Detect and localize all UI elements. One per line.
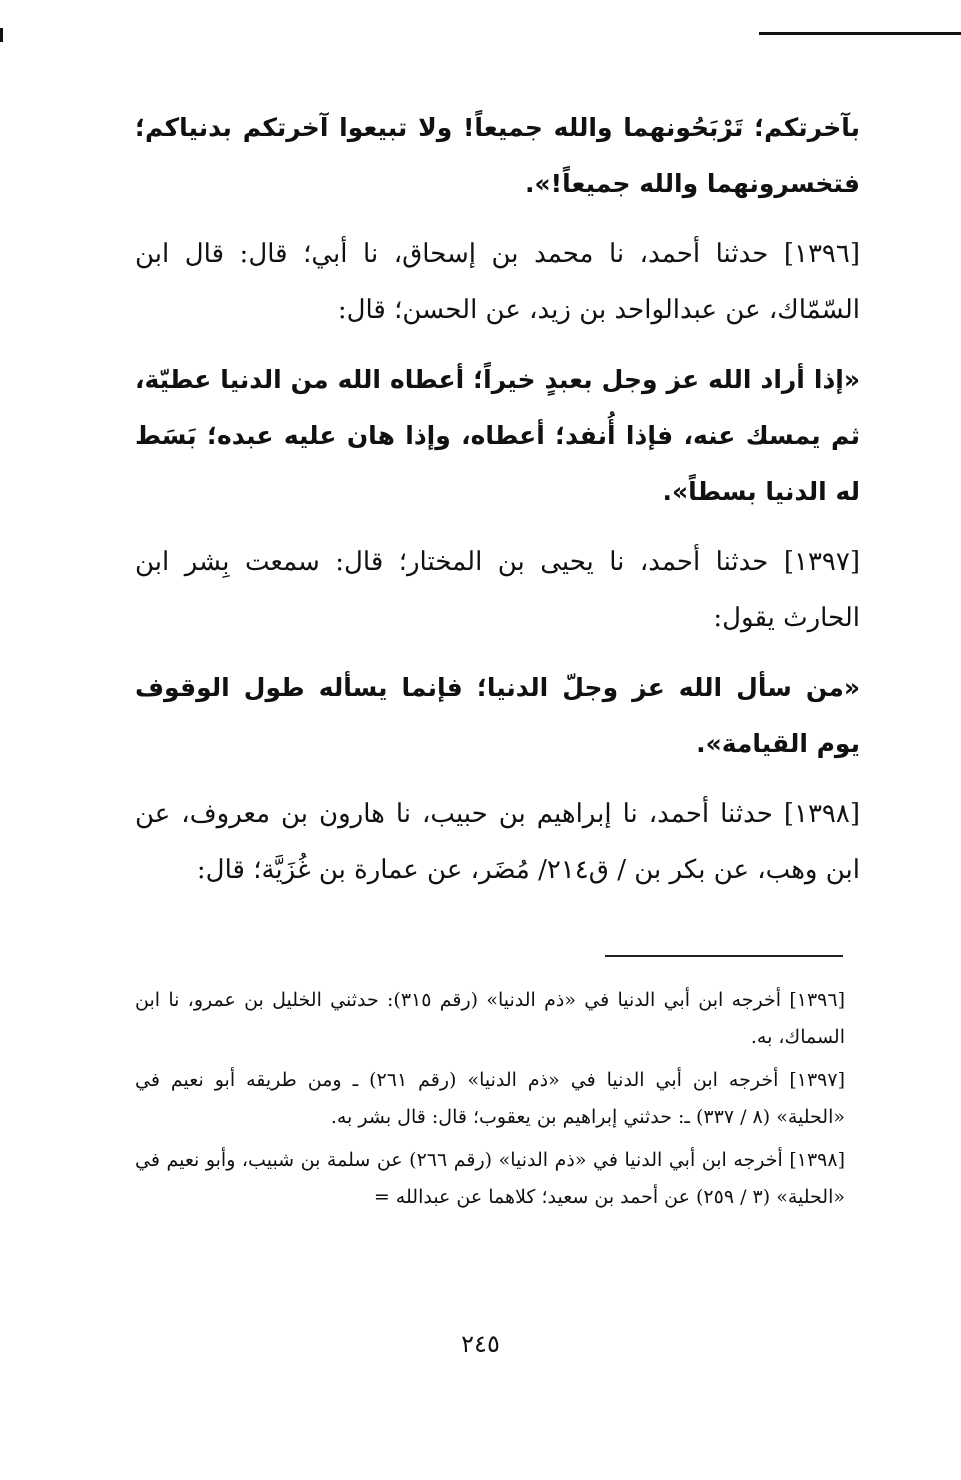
- footnote-separator: [605, 955, 843, 957]
- main-text: [135, 100, 860, 912]
- quote-paragraph: «إذا أراد الله عز وجل بعبدٍ خيراً؛ أعطاه الله من الدنيا عطيّة، ثم يمسك عنه، فإذا أُنفد؛ أعطاه، وإذا هان عليه عبده؛ بَسَط له الدنيا بسطاً».: [135, 365, 860, 506]
- hadith-chain-1398: [١٣٩٨] حدثنا أحمد، نا إبراهيم بن حبيب، نا هارون بن معروف، عن ابن وهب، عن بكر بن / ق٢١٤/ مُضَر، عن عمارة بن غُزَيَّة؛ قال:: [135, 799, 860, 885]
- footnote-1397: [١٣٩٧] أخرجه ابن أبي الدنيا في «ذم الدنيا» (رقم ٢٦١) ـ ومن طريقه أبو نعيم في «الحلية» (٨ / ٣٣٧) ـ: حدثني إبراهيم بن يعقوب؛ قال: قال بشر به.: [135, 1069, 845, 1128]
- corner-mark: [0, 28, 3, 42]
- top-rule: [759, 32, 961, 35]
- footnote-1396: [١٣٩٦] أخرجه ابن أبي الدنيا في «ذم الدنيا» (رقم ٣١٥): حدثني الخليل بن عمرو، نا ابن السماك، به.: [135, 989, 846, 1048]
- hadith-chain-1396: [١٣٩٦] حدثنا أحمد، نا محمد بن إسحاق، نا أبي؛ قال: قال ابن السّمّاك، عن عبدالواحد بن زيد، عن الحسن؛ قال:: [135, 239, 860, 325]
- quote-paragraph: بآخرتكم؛ تَرْبَحُونهما والله جميعاً! ولا تبيعوا آخرتكم بدنياكم؛ فتخسرونهما والله جميعاً!».: [135, 113, 860, 198]
- page-number: ٢٤٥: [461, 1330, 500, 1358]
- quote-paragraph: «من سأل الله عز وجلّ الدنيا؛ فإنما يسأله طول الوقوف يوم القيامة».: [135, 673, 860, 758]
- footnote-1398: [١٣٩٨] أخرجه ابن أبي الدنيا في «ذم الدنيا» (رقم ٢٦٦) عن سلمة بن شبيب، وأبو نعيم في «الحلية» (٣ / ٢٥٩) عن أحمد بن سعيد؛ كلاهما عن عبدالله =: [135, 1149, 845, 1208]
- footnotes: [135, 982, 845, 1222]
- hadith-chain-1397: [١٣٩٧] حدثنا أحمد، نا يحيى بن المختار؛ قال: سمعت بِشر ابن الحارث يقول:: [135, 547, 860, 633]
